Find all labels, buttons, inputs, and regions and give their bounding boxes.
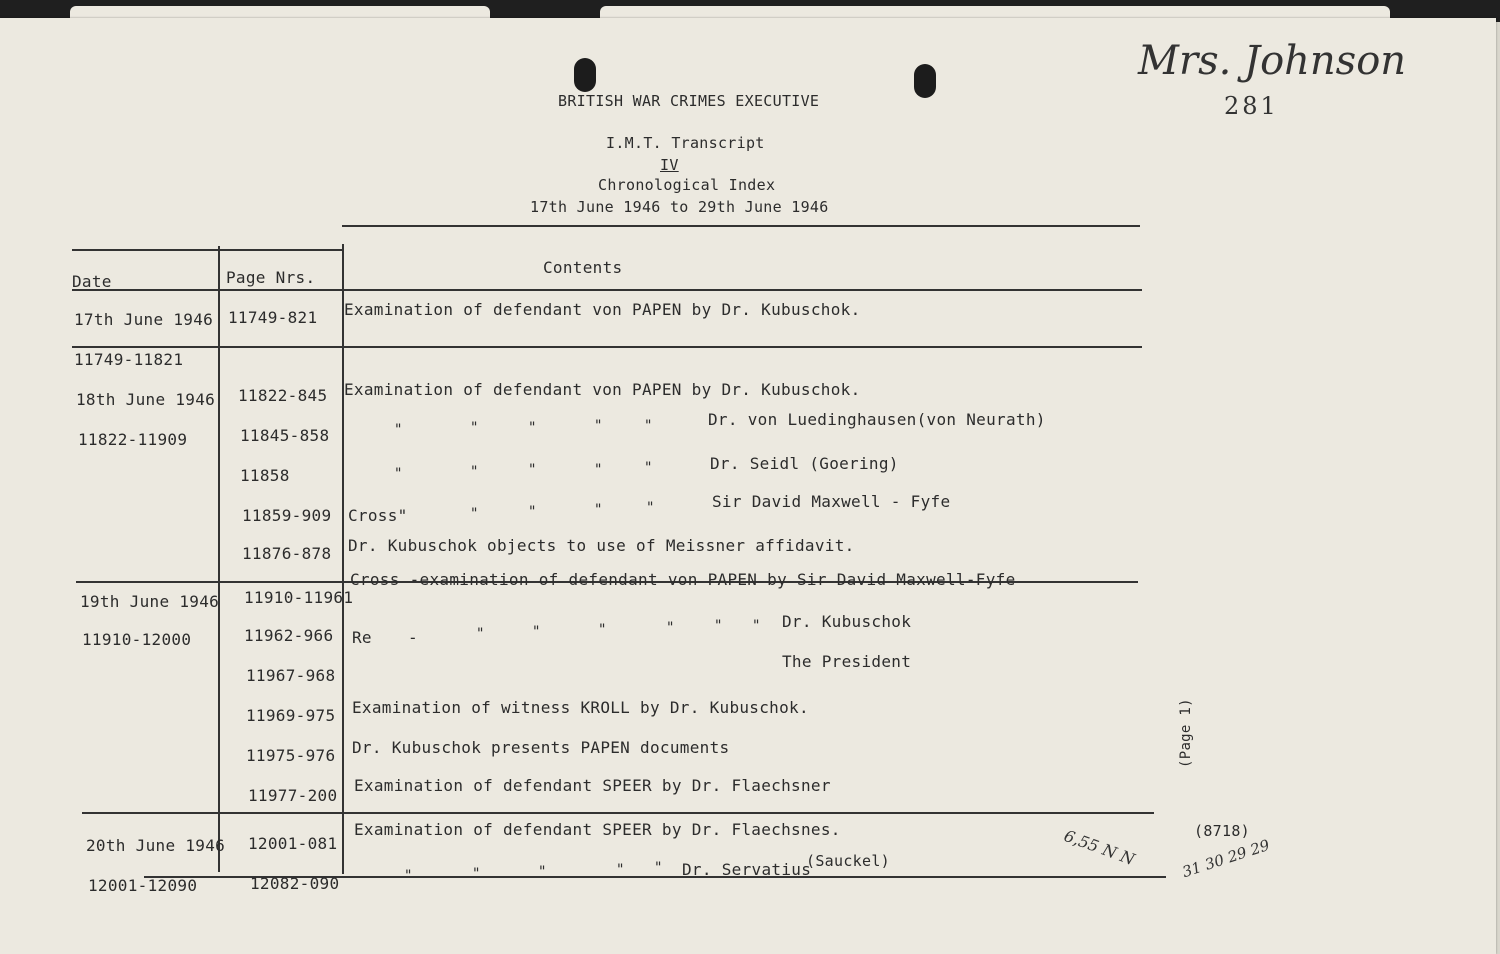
entry-contents: The President	[782, 652, 912, 671]
entry-pages: 11749-821	[228, 308, 318, 327]
ditto-mark: "	[594, 502, 603, 518]
entry-pages: 11962-966	[244, 626, 334, 645]
ditto-mark: "	[470, 506, 479, 522]
entry-contents: Dr. Seidl (Goering)	[710, 454, 899, 473]
table-rule	[342, 225, 1140, 227]
entry-contents: Dr. von Luedinghausen(von Neurath)	[708, 410, 1046, 429]
entry-contents: Dr. Kubuschok	[782, 612, 912, 631]
column-header-date: Date	[72, 272, 112, 291]
ditto-mark: "	[752, 618, 761, 634]
entry-pages: 11876-878	[242, 544, 332, 563]
ditto-mark: "	[532, 624, 541, 640]
ditto-mark: "	[470, 464, 479, 480]
ditto-mark: "	[538, 864, 547, 880]
entry-contents: Dr. Servatius	[682, 860, 812, 879]
ditto-mark: "	[394, 466, 403, 482]
entry-pages: 11975-976	[246, 746, 336, 765]
index-title: Chronological Index	[598, 176, 776, 194]
table-rule	[72, 249, 344, 251]
volume-number: IV	[660, 156, 679, 174]
document-sheet	[0, 18, 1496, 954]
entry-suffix: (Sauckel)	[806, 852, 890, 870]
entry-contents: Examination of witness KROLL by Dr. Kubuschok.	[352, 698, 809, 717]
table-rule	[72, 346, 1142, 348]
ditto-mark: "	[594, 418, 603, 434]
entry-contents: Examination of defendant SPEER by Dr. Flaechsner	[354, 776, 831, 795]
entry-range: 11749-11821	[74, 350, 184, 369]
entry-date: 19th June 1946	[80, 592, 220, 611]
entry-date: 17th June 1946	[74, 310, 214, 329]
ditto-mark: "	[598, 622, 607, 638]
entry-contents: Examination of defendant von PAPEN by Dr. Kubuschok.	[344, 380, 861, 399]
punch-hole	[914, 64, 936, 98]
ditto-mark: "	[404, 868, 413, 884]
entry-contents: Examination of defendant SPEER by Dr. Flaechsnes.	[354, 820, 841, 839]
ditto-mark: "	[528, 420, 537, 436]
table-rule	[72, 289, 1142, 291]
entry-range: 11822-11909	[78, 430, 188, 449]
entry-range: 12001-12090	[88, 876, 198, 895]
ditto-mark: "	[644, 460, 653, 476]
transcript-subtitle: I.M.T. Transcript	[606, 134, 765, 152]
entry-pages: 11977-200	[248, 786, 338, 805]
date-range: 17th June 1946 to 29th June 1946	[530, 198, 829, 216]
entry-pages: 11859-909	[242, 506, 332, 525]
entry-pages: 12001-081	[248, 834, 338, 853]
entry-pages: 11969-975	[246, 706, 336, 725]
entry-pages: 11845-858	[240, 426, 330, 445]
entry-range: 11910-12000	[82, 630, 192, 649]
entry-date: 20th June 1946	[86, 836, 226, 855]
ditto-mark: "	[394, 422, 403, 438]
ditto-mark: "	[528, 462, 537, 478]
handwritten-name: Mrs. Johnson	[1138, 38, 1407, 84]
table-rule	[82, 812, 1154, 814]
entry-dash: -	[408, 628, 418, 647]
ditto-mark: "	[666, 620, 675, 636]
entry-prefix: Re	[352, 628, 372, 647]
ditto-mark: "	[472, 866, 481, 882]
ditto-mark: "	[646, 500, 655, 516]
org-heading: BRITISH WAR CRIMES EXECUTIVE	[558, 92, 820, 110]
entry-pages: 11822-845	[238, 386, 328, 405]
entry-prefix: Cross"	[348, 506, 408, 525]
ditto-mark: "	[616, 862, 625, 878]
entry-pages: 11858	[240, 466, 290, 485]
ditto-mark: "	[654, 860, 663, 876]
entry-contents: Dr. Kubuschok presents PAPEN documents	[352, 738, 730, 757]
column-divider	[342, 244, 344, 874]
column-divider	[218, 246, 220, 872]
entry-contents: Cross -examination of defendant von PAPEN by Sir David Maxwell-Fyfe	[350, 570, 1016, 589]
handwritten-number: 281	[1224, 92, 1279, 120]
ditto-mark: "	[714, 618, 723, 634]
entry-pages: 11910-11961	[244, 588, 354, 607]
entry-pages: 12082-090	[250, 874, 340, 893]
ditto-mark: "	[470, 420, 479, 436]
column-header-contents: Contents	[543, 258, 623, 277]
margin-tally: 6,55 N N	[1061, 826, 1138, 870]
margin-tally: 31 30 29 29	[1180, 835, 1272, 882]
ditto-mark: "	[476, 626, 485, 642]
punch-hole	[574, 58, 596, 92]
ditto-mark: "	[644, 418, 653, 434]
page-label: (Page 1)	[1178, 698, 1194, 768]
entry-pages: 11967-968	[246, 666, 336, 685]
entry-date: 18th June 1946	[76, 390, 216, 409]
entry-contents: Examination of defendant von PAPEN by Dr. Kubuschok.	[344, 300, 861, 319]
ditto-mark: "	[594, 462, 603, 478]
column-header-pages: Page Nrs.	[226, 268, 316, 287]
doc-number: (8718)	[1194, 822, 1250, 840]
ditto-mark: "	[528, 504, 537, 520]
entry-contents: Sir David Maxwell - Fyfe	[712, 492, 951, 511]
entry-contents: Dr. Kubuschok objects to use of Meissner affidavit.	[348, 536, 855, 555]
